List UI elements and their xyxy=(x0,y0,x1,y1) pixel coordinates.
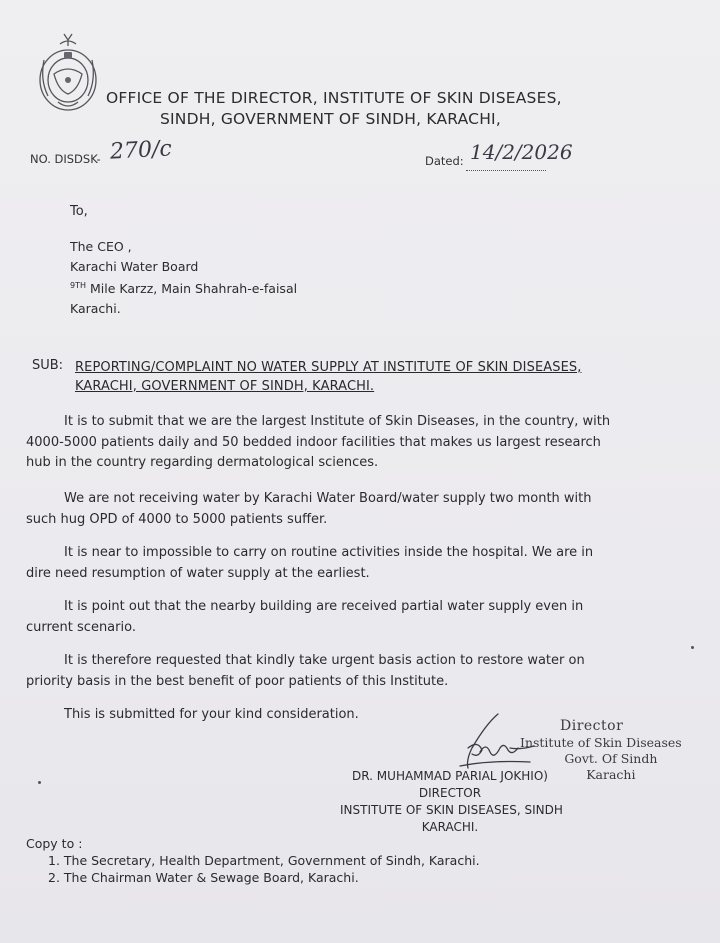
paragraph-3-line-2: dire need resumption of water supply at the earliest. xyxy=(26,565,370,581)
subject-prefix: SUB: xyxy=(32,358,64,373)
recipient-line-3-sup: 9TH xyxy=(70,281,86,290)
signatory-city: KARACHI. xyxy=(421,820,479,834)
paragraph-2-line-2: such hug OPD of 4000 to 5000 patients suffer. xyxy=(26,511,328,527)
recipient-line-3 xyxy=(70,276,297,299)
dated-label: Dated: xyxy=(425,154,464,168)
paragraph-5-line-1: It is therefore requested that kindly take urgent basis action to restore water on xyxy=(64,653,585,668)
margin-dot xyxy=(691,646,694,649)
reference-number-label: NO. DISDSK- xyxy=(30,152,101,166)
stamp-line-3: Govt. Of Sindh xyxy=(564,751,658,766)
recipient-line-2: Karachi Water Board xyxy=(70,258,199,274)
dated-underline xyxy=(466,170,546,171)
signatory-designation: DIRECTOR xyxy=(418,786,482,800)
paragraph-1-line-1: It is to submit that we are the largest Institute of Skin Diseases, in the country, with xyxy=(64,414,611,429)
paragraph-2 xyxy=(26,489,636,530)
copy-to-section xyxy=(26,835,480,886)
recipient-line-3-text: Mile Karzz, Main Shahrah-e-faisal xyxy=(86,281,298,297)
copy-to-item: 1. The Secretary, Health Department, Government of Sindh, Karachi. xyxy=(48,853,480,868)
copy-to-label: Copy to : xyxy=(26,836,83,851)
stamp-line-4: Karachi xyxy=(586,767,636,782)
salutation: To, xyxy=(70,204,88,219)
paragraph-1 xyxy=(26,412,636,474)
paragraph-3-line-1: It is near to impossible to carry on routine activities inside the hospital. We are in xyxy=(64,545,594,560)
copy-to-item: 2. The Chairman Water & Sewage Board, Karachi. xyxy=(48,870,359,885)
paragraph-3 xyxy=(26,543,636,584)
margin-dot xyxy=(38,781,41,784)
paragraph-4-line-2: current scenario. xyxy=(26,619,136,635)
paragraph-1-line-2: 4000-5000 patients daily and 50 bedded indoor facilities that makes us largest research xyxy=(26,434,601,450)
reference-number-handwritten: 270/c xyxy=(109,136,173,165)
subject-line-1: REPORTING/COMPLAINT NO WATER SUPPLY AT INSTITUTE OF SKIN DISEASES, xyxy=(75,360,582,375)
paragraph-4 xyxy=(26,597,636,638)
paragraph-1-line-3: hub in the country regarding dermatological sciences. xyxy=(26,455,379,470)
paragraph-5 xyxy=(26,651,636,692)
office-header-line-1: OFFICE OF THE DIRECTOR, INSTITUTE OF SKIN DISEASES, xyxy=(106,89,562,107)
recipient-line-1: The CEO , xyxy=(70,239,132,254)
office-header-line-2: SINDH, GOVERNMENT OF SINDH, KARACHI, xyxy=(160,110,501,128)
closing-line: This is submitted for your kind consideration. xyxy=(64,707,359,722)
recipient-address xyxy=(70,237,297,318)
government-seal-icon xyxy=(34,30,102,120)
paragraph-2-line-1: We are not receiving water by Karachi Water Board/water supply two month with xyxy=(64,491,592,506)
subject-line-2: KARACHI, GOVERNMENT OF SINDH, KARACHI. xyxy=(75,379,375,394)
stamp-line-2: Institute of Skin Diseases xyxy=(520,735,682,750)
paragraph-4-line-1: It is point out that the nearby building are received partial water supply even in xyxy=(64,599,584,614)
signatory-block xyxy=(340,768,563,836)
signatory-name: DR. MUHAMMAD PARIAL JOKHIO) xyxy=(352,769,548,783)
paragraph-5-line-2: priority basis in the best benefit of poor patients of this Institute. xyxy=(26,673,449,689)
dated-handwritten: 14/2/2026 xyxy=(470,140,573,164)
recipient-line-4: Karachi. xyxy=(70,300,121,316)
subject-text xyxy=(75,358,582,396)
stamp-line-1: Director xyxy=(560,718,624,734)
signatory-institute: INSTITUTE OF SKIN DISEASES, SINDH xyxy=(340,803,563,817)
